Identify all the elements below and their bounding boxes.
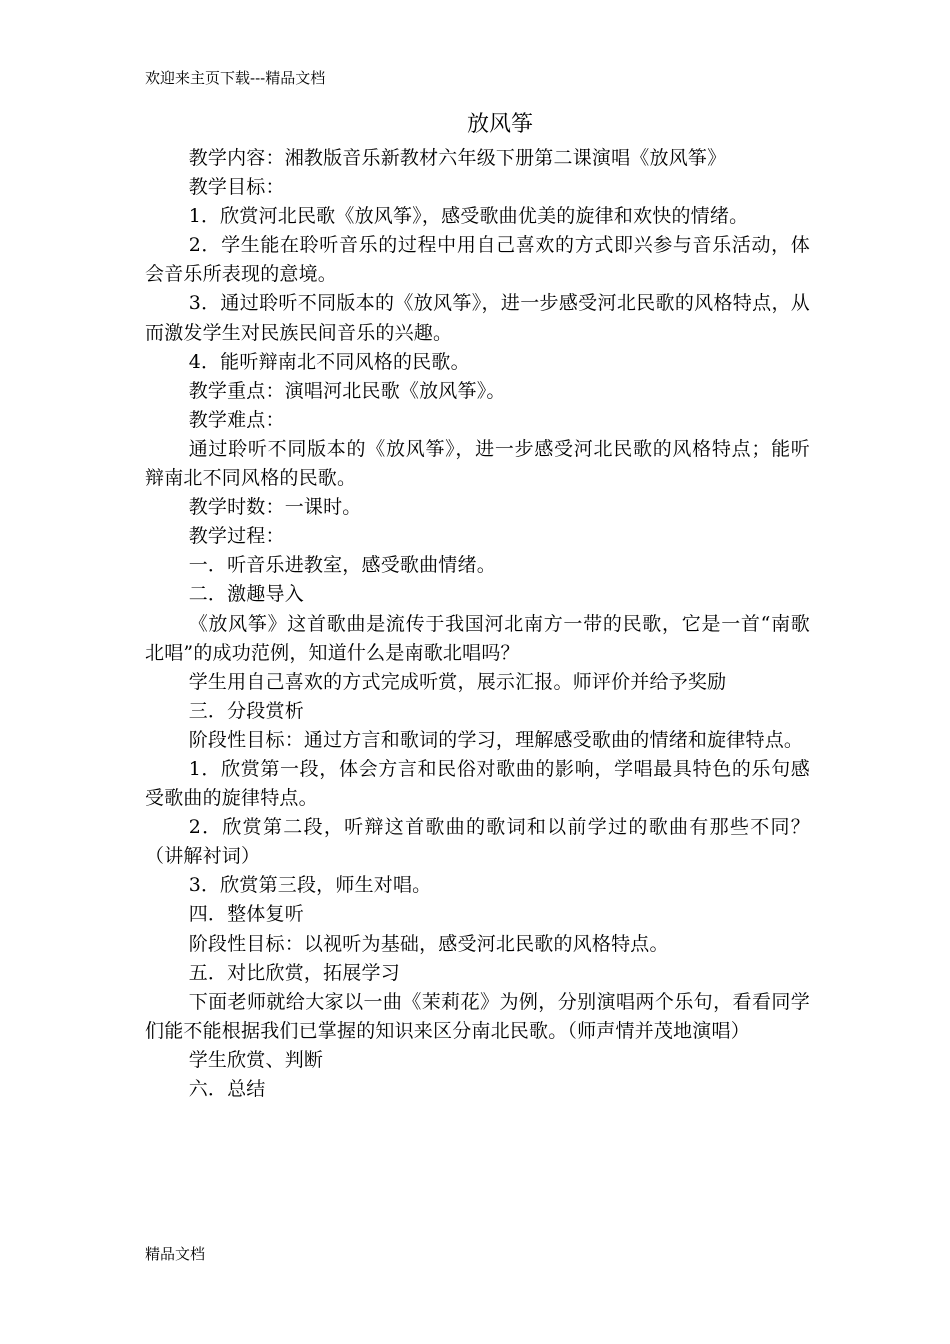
paragraph: 教学难点： (188, 408, 285, 431)
paragraph: 2．欣赏第二段，听辩这首歌曲的歌词和以前学过的歌曲有那些不同？（讲解衬词） (145, 816, 810, 868)
document-body (145, 144, 810, 1104)
paragraph: 下面老师就给大家以一曲《茉莉花》为例，分别演唱两个乐句，看看同学们能不能根据我们已掌握的知识来区分南北民歌。（师声情并茂地演唱） (145, 990, 810, 1042)
document-title: 放风筝 (466, 112, 533, 137)
paragraph: 五．对比欣赏，拓展学习 (188, 961, 400, 984)
paragraph: 阶段性目标：通过方言和歌词的学习，理解感受歌曲的情绪和旋律特点。 (188, 728, 804, 751)
paragraph: 四．整体复听 (188, 903, 304, 926)
paragraph: 教学时数：一课时。 (188, 496, 362, 519)
paragraph: 1．欣赏河北民歌《放风筝》，感受歌曲优美的旋律和欢快的情绪。 (188, 205, 749, 228)
paragraph: 4．能听辩南北不同风格的民歌。 (188, 350, 470, 373)
paragraph: 三．分段赏析 (188, 699, 304, 722)
paragraph: 阶段性目标：以视听为基础，感受河北民歌的风格特点。 (188, 932, 669, 955)
paragraph: 《放风筝》这首歌曲是流传于我国河北南方一带的民歌，它是一首“南歌北唱”的成功范例，知道什么是南歌北唱吗？ (145, 612, 810, 664)
paragraph: 二．激趣导入 (188, 583, 304, 606)
paragraph: 学生用自己喜欢的方式完成听赏，展示汇报。师评价并给予奖励 (188, 670, 727, 693)
paragraph: 3．欣赏第三段，师生对唱。 (188, 874, 432, 897)
page-header: 欢迎来主页下载---精品文档 (145, 69, 326, 87)
paragraph: 教学目标： (188, 176, 285, 199)
paragraph: 2．学生能在聆听音乐的过程中用自己喜欢的方式即兴参与音乐活动，体会音乐所表现的意境。 (145, 234, 810, 286)
paragraph: 一．听音乐进教室，感受歌曲情绪。 (188, 554, 496, 577)
paragraph: 学生欣赏、判断 (188, 1048, 324, 1071)
paragraph: 教学内容：湘教版音乐新教材六年级下册第二课演唱《放风筝》 (188, 147, 727, 169)
page-footer: 精品文档 (145, 1245, 206, 1263)
paragraph: 六．总结 (188, 1078, 266, 1100)
paragraph: 教学重点：演唱河北民歌《放风筝》。 (188, 379, 506, 402)
paragraph: 1．欣赏第一段，体会方言和民俗对歌曲的影响，学唱最具特色的乐句感受歌曲的旋律特点。 (145, 757, 810, 810)
paragraph: 3．通过聆听不同版本的《放风筝》，进一步感受河北民歌的风格特点，从而激发学生对民族民间音乐的兴趣。 (145, 292, 810, 344)
paragraph: 教学过程： (188, 525, 285, 548)
paragraph: 通过聆听不同版本的《放风筝》，进一步感受河北民歌的风格特点；能听辩南北不同风格的民歌。 (145, 437, 810, 490)
